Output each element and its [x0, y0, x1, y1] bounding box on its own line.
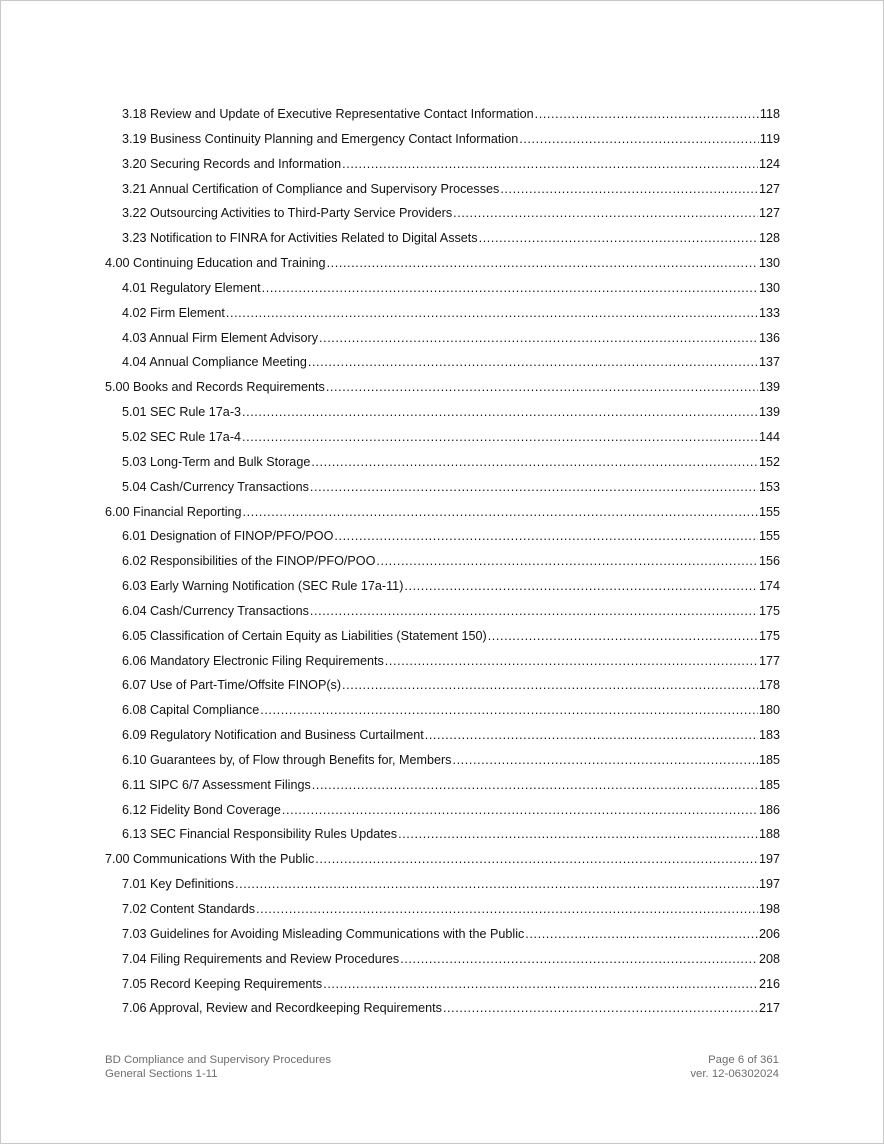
- toc-section-entry[interactable]: [105, 503, 780, 528]
- dot-leader: [326, 378, 758, 396]
- dot-leader: [334, 527, 758, 545]
- toc-subsection-entry[interactable]: [105, 676, 780, 701]
- dot-leader: [342, 676, 758, 694]
- toc-entry-page-number: 180: [758, 703, 780, 718]
- toc-subsection-entry[interactable]: [105, 353, 780, 378]
- dot-leader: [500, 180, 758, 198]
- toc-subsection-entry[interactable]: [105, 204, 780, 229]
- dot-leader: [235, 875, 758, 893]
- toc-entry-page-number: 130: [758, 256, 780, 271]
- toc-entry-title: 6.02 Responsibilities of the FINOP/PFO/POO: [122, 554, 376, 569]
- toc-entry-title: 7.05 Record Keeping Requirements: [122, 976, 323, 991]
- toc-entry-page-number: 175: [758, 603, 780, 618]
- toc-subsection-entry[interactable]: [105, 975, 780, 1000]
- toc-entry-page-number: 177: [758, 653, 780, 668]
- dot-leader: [282, 801, 758, 819]
- dot-leader: [312, 776, 758, 794]
- toc-entry-page-number: 119: [759, 131, 780, 146]
- toc-entry-page-number: 216: [758, 976, 780, 991]
- toc-entry-page-number: 186: [758, 802, 780, 817]
- toc-entry-title: 5.02 SEC Rule 17a-4: [122, 429, 242, 444]
- toc-entry-title: 6.08 Capital Compliance: [122, 703, 260, 718]
- toc-subsection-entry[interactable]: [105, 776, 780, 801]
- toc-subsection-entry[interactable]: [105, 180, 780, 205]
- toc-subsection-entry[interactable]: [105, 478, 780, 503]
- toc-entry-title: 7.02 Content Standards: [122, 902, 256, 916]
- toc-subsection-entry[interactable]: [105, 701, 780, 726]
- toc-entry-title: 6.00 Financial Reporting: [105, 504, 242, 519]
- toc-section-entry[interactable]: [105, 378, 780, 403]
- toc-section-entry[interactable]: [105, 850, 780, 875]
- dot-leader: [452, 751, 758, 769]
- toc-subsection-entry[interactable]: [105, 105, 780, 130]
- toc-subsection-entry[interactable]: [105, 527, 780, 552]
- dot-leader: [398, 825, 758, 843]
- dot-leader: [488, 627, 758, 645]
- toc-subsection-entry[interactable]: [105, 329, 780, 354]
- toc-subsection-entry[interactable]: [105, 950, 780, 975]
- footer-right: [690, 1053, 779, 1081]
- toc-subsection-entry[interactable]: [105, 403, 780, 428]
- dot-leader: [260, 701, 758, 719]
- dot-leader: [342, 155, 758, 173]
- dot-leader: [308, 353, 758, 371]
- dot-leader: [453, 204, 758, 222]
- dot-leader: [243, 503, 758, 521]
- toc-entry-page-number: 153: [758, 479, 780, 494]
- dot-leader: [327, 254, 758, 272]
- toc-entry-title: 4.02 Firm Element: [122, 305, 225, 320]
- dot-leader: [443, 999, 758, 1017]
- dot-leader: [404, 577, 758, 595]
- toc-entry-page-number: 197: [758, 852, 780, 867]
- toc-entry-title: 3.18 Review and Update of Executive Representative Contact Information: [122, 107, 534, 121]
- dot-leader: [311, 453, 758, 471]
- toc-entry-page-number: 128: [758, 231, 780, 246]
- footer-page-indicator: Page 6 of 361: [708, 1054, 779, 1066]
- toc-entry-title: 6.10 Guarantees by, of Flow through Benefits for, Members: [122, 752, 452, 767]
- toc-entry-page-number: 188: [758, 827, 780, 842]
- toc-entry-title: 7.04 Filing Requirements and Review Procedures: [122, 951, 400, 966]
- toc-entry-page-number: 183: [758, 728, 780, 743]
- toc-entry-title: 6.12 Fidelity Bond Coverage: [122, 802, 281, 817]
- toc-subsection-entry[interactable]: [105, 652, 780, 677]
- dot-leader: [315, 850, 758, 868]
- toc-entry-page-number: 217: [758, 1001, 780, 1016]
- toc-entry-page-number: 124: [758, 156, 780, 171]
- dot-leader: [319, 329, 758, 347]
- dot-leader: [425, 726, 758, 744]
- toc-subsection-entry[interactable]: [105, 999, 780, 1024]
- toc-entry-title: 4.03 Annual Firm Element Advisory: [122, 330, 318, 345]
- toc-entry-title: 5.04 Cash/Currency Transactions: [122, 479, 309, 494]
- toc-entry-title: 3.20 Securing Records and Information: [122, 156, 342, 171]
- toc-subsection-entry[interactable]: [105, 726, 780, 751]
- toc-entry-title: 3.19 Business Continuity Planning and Emergency Contact Information: [122, 131, 519, 146]
- toc-subsection-entry[interactable]: [105, 602, 780, 627]
- dot-leader: [385, 652, 758, 670]
- table-of-contents: [105, 105, 780, 1024]
- toc-entry-page-number: 127: [758, 181, 780, 196]
- toc-entry-title: 6.03 Early Warning Notification (SEC Rule 17a-11): [122, 579, 404, 594]
- dot-leader: [323, 975, 758, 993]
- footer-left: [105, 1053, 331, 1081]
- dot-leader: [525, 925, 758, 943]
- toc-subsection-entry[interactable]: [105, 801, 780, 826]
- dot-leader: [242, 428, 758, 446]
- toc-subsection-entry[interactable]: [105, 825, 780, 850]
- toc-entry-page-number: 175: [758, 628, 780, 643]
- toc-entry-title: 5.00 Books and Records Requirements: [105, 380, 325, 395]
- toc-entry-page-number: 197: [758, 877, 780, 892]
- toc-entry-page-number: 127: [758, 206, 780, 221]
- toc-entry-title: 6.11 SIPC 6/7 Assessment Filings: [122, 777, 311, 792]
- toc-entry-title: 3.23 Notification to FINRA for Activities Related to Digital Assets: [122, 231, 478, 246]
- toc-subsection-entry[interactable]: [105, 875, 780, 900]
- dot-leader: [376, 552, 758, 570]
- toc-subsection-entry[interactable]: [105, 627, 780, 652]
- toc-entry-page-number: 130: [758, 280, 780, 295]
- toc-subsection-entry[interactable]: [105, 229, 780, 254]
- toc-entry-page-number: 156: [758, 554, 780, 569]
- dot-leader: [310, 478, 758, 496]
- toc-entry-title: 6.05 Classification of Certain Equity as Liabilities (Statement 150): [122, 628, 487, 643]
- toc-section-entry[interactable]: [105, 254, 780, 279]
- toc-entry-page-number: 208: [758, 951, 780, 966]
- toc-entry-page-number: 178: [758, 678, 780, 693]
- toc-entry-title: 6.04 Cash/Currency Transactions: [122, 603, 309, 618]
- toc-entry-title: 6.09 Regulatory Notification and Business Curtailment: [122, 728, 424, 743]
- dot-leader: [256, 900, 758, 918]
- toc-entry-page-number: 118: [759, 107, 780, 121]
- toc-subsection-entry[interactable]: [105, 453, 780, 478]
- toc-entry-page-number: 155: [758, 504, 780, 519]
- toc-entry-title: 7.00 Communications With the Public: [105, 852, 315, 867]
- toc-subsection-entry[interactable]: [105, 428, 780, 453]
- footer-document-title: BD Compliance and Supervisory Procedures: [105, 1054, 332, 1066]
- toc-subsection-entry[interactable]: [105, 552, 780, 577]
- toc-entry-title: 7.01 Key Definitions: [122, 877, 235, 892]
- toc-subsection-entry[interactable]: [105, 900, 780, 925]
- toc-entry-page-number: 185: [758, 752, 780, 767]
- toc-entry-page-number: 133: [758, 305, 780, 320]
- toc-subsection-entry[interactable]: [105, 751, 780, 776]
- toc-entry-title: 6.13 SEC Financial Responsibility Rules Updates: [122, 827, 398, 842]
- toc-entry-page-number: 174: [758, 579, 780, 594]
- toc-entry-title: 6.01 Designation of FINOP/PFO/POO: [122, 529, 334, 544]
- toc-entry-page-number: 155: [758, 529, 780, 544]
- footer-section-range: General Sections 1-11: [105, 1068, 218, 1080]
- dot-leader: [226, 304, 758, 322]
- toc-entry-title: 5.01 SEC Rule 17a-3: [122, 405, 242, 420]
- dot-leader: [262, 279, 758, 297]
- toc-entry-title: 6.06 Mandatory Electronic Filing Requirements: [122, 653, 384, 668]
- toc-subsection-entry[interactable]: [105, 304, 780, 329]
- toc-entry-title: 4.01 Regulatory Element: [122, 280, 261, 295]
- toc-entry-page-number: 185: [758, 777, 780, 792]
- footer-version: ver. 12-06302024: [690, 1068, 779, 1080]
- toc-entry-title: 5.03 Long-Term and Bulk Storage: [122, 454, 311, 469]
- dot-leader: [479, 229, 758, 247]
- toc-entry-page-number: 137: [758, 355, 780, 370]
- dot-leader: [242, 403, 758, 421]
- toc-entry-title: 6.07 Use of Part-Time/Offsite FINOP(s): [122, 678, 342, 693]
- toc-entry-page-number: 139: [758, 380, 780, 395]
- toc-entry-page-number: 198: [758, 902, 780, 916]
- toc-entry-page-number: 144: [758, 429, 780, 444]
- toc-entry-page-number: 152: [758, 454, 780, 469]
- toc-subsection-entry[interactable]: [105, 130, 780, 155]
- toc-entry-page-number: 206: [758, 926, 780, 941]
- toc-entry-title: 3.21 Annual Certification of Compliance and Supervisory Processes: [122, 181, 500, 196]
- toc-entry-title: 4.04 Annual Compliance Meeting: [122, 355, 307, 370]
- dot-leader: [310, 602, 758, 620]
- dot-leader: [400, 950, 758, 968]
- toc-entry-title: 3.22 Outsourcing Activities to Third-Party Service Providers: [122, 206, 453, 221]
- toc-entry-page-number: 139: [758, 405, 780, 420]
- dot-leader: [535, 105, 759, 123]
- toc-entry-title: 7.03 Guidelines for Avoiding Misleading Communications with the Public: [122, 926, 525, 941]
- toc-entry-title: 7.06 Approval, Review and Recordkeeping Requirements: [122, 1001, 442, 1016]
- toc-entry-title: 4.00 Continuing Education and Training: [105, 256, 326, 271]
- toc-subsection-entry[interactable]: [105, 155, 780, 180]
- dot-leader: [519, 130, 759, 148]
- toc-subsection-entry[interactable]: [105, 279, 780, 304]
- toc-subsection-entry[interactable]: [105, 577, 780, 602]
- toc-subsection-entry[interactable]: [105, 925, 780, 950]
- toc-entry-page-number: 136: [758, 330, 780, 345]
